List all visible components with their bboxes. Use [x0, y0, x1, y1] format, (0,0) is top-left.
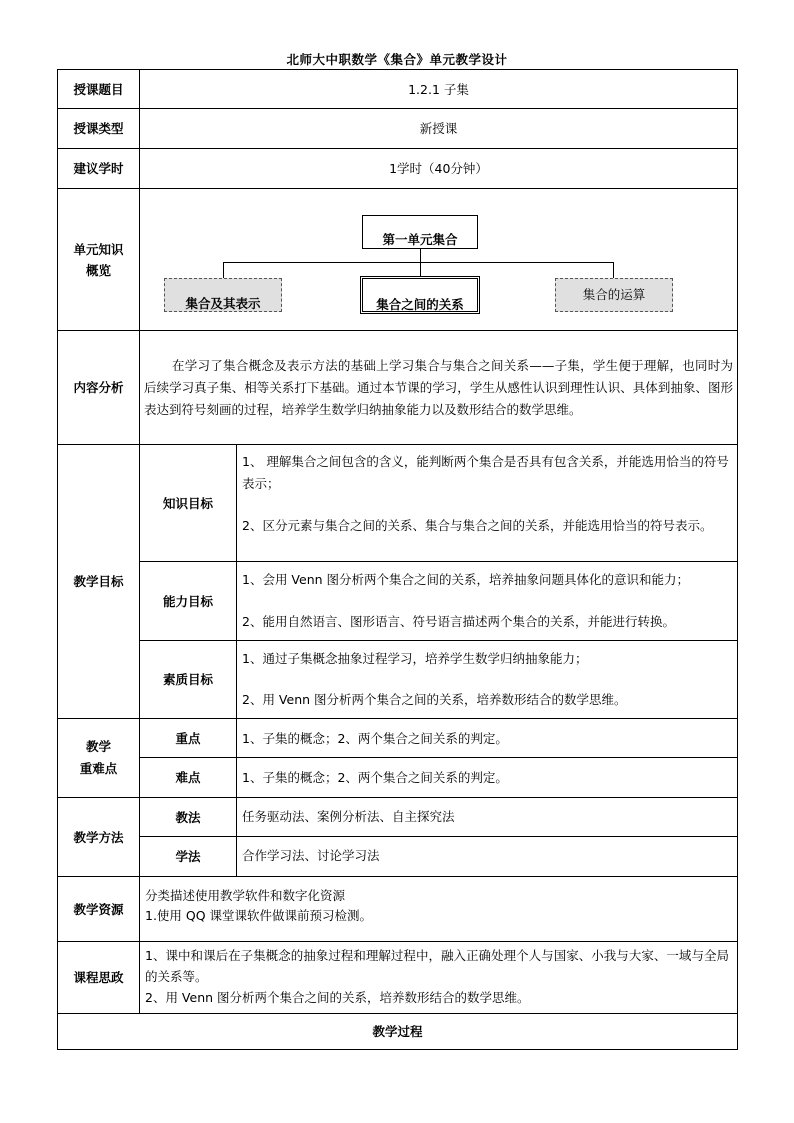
- ability-item-1: 1、会用 Venn 图分析两个集合之间的关系，培养抽象问题具体化的意识和能力；: [242, 572, 690, 587]
- difficulty-value: 1、子集的概念；2、两个集合之间关系的判定。: [242, 770, 508, 785]
- hours-label: 建议学时: [73, 161, 124, 176]
- knowledge-item-1: 1、 理解集合之间包含的含义，能判断两个集合是否具有包含关系，并能选用恰当的符号表示；: [242, 454, 729, 491]
- key-label-line2: 重难点: [79, 761, 118, 776]
- teach-label: 教法: [175, 809, 201, 825]
- diagram-child-2: 集合之间的关系: [360, 276, 480, 314]
- topic-label: 授课题目: [73, 81, 124, 97]
- learn-value: 合作学习法、讨论学习法: [242, 848, 380, 863]
- process-label: 教学过程: [372, 1024, 423, 1039]
- quality-item-1: 1、通过子集概念抽象过程学习，培养学生数学归纳抽象能力；: [242, 651, 588, 666]
- resources-line-2: 1.使用 QQ 课堂课软件做课前预习检测。: [145, 908, 373, 923]
- document-title: 北师大中职数学《集合》单元教学设计: [286, 52, 508, 67]
- topic-value: 1.2.1 子集: [408, 81, 469, 97]
- focus-label: 重点: [175, 730, 201, 746]
- hours-value: 1学时（40分钟）: [389, 161, 488, 176]
- type-label: 授课类型: [73, 121, 124, 136]
- learn-label: 学法: [175, 849, 201, 864]
- overview-label-line2: 概览: [85, 262, 111, 278]
- focus-value: 1、子集的概念；2、两个集合之间关系的判定。: [242, 731, 508, 746]
- ability-item-2: 2、能用自然语言、图形语言、符号语言描述两个集合的关系，并能进行转换。: [242, 614, 675, 629]
- diagram-child-1: 集合及其表示: [164, 278, 282, 312]
- diagram-child-3: 集合的运算: [555, 278, 673, 312]
- resources-label: 教学资源: [73, 901, 124, 917]
- key-label-line1: 教学: [85, 739, 111, 754]
- goals-label: 教学目标: [73, 574, 124, 589]
- overview-label-line1: 单元知识: [73, 241, 124, 257]
- ability-label: 能力目标: [162, 593, 213, 609]
- ideology-line-2: 2、用 Venn 图分析两个集合之间的关系，培养数形结合的数学思维。: [145, 990, 530, 1005]
- ideology-label: 课程思政: [73, 970, 124, 985]
- content-text: 在学习了集合概念及表示方法的基础上学习集合与集合之间关系——子集，学生便于理解，也同时为后续学习真子集、相等关系打下基础。通过本节课的学习，学生从感性认识到理性认识、具体到抽象、图形表达到符号刻画的过程，培养学生数学归纳抽象能力以及数形结合的数学思维。: [144, 358, 733, 417]
- difficulty-label: 难点: [175, 770, 201, 785]
- teach-value: 任务驱动法、案例分析法、自主探究法: [242, 809, 455, 824]
- knowledge-label: 知识目标: [162, 495, 213, 511]
- content-label: 内容分析: [73, 380, 124, 395]
- ideology-line-1: 1、课中和课后在子集概念的抽象过程和理解过程中，融入正确处理个人与国家、小我与大家、一域与全局的关系等。: [145, 948, 729, 984]
- key-label: [58, 719, 139, 797]
- diagram-root: 第一单元集合: [362, 215, 478, 249]
- quality-item-2: 2、用 Venn 图分析两个集合之间的关系，培养数形结合的数学思维。: [242, 692, 627, 707]
- knowledge-item-2: 2、区分元素与集合之间的关系、集合与集合之间的关系，并能选用恰当的符号表示。: [242, 518, 713, 533]
- quality-label: 素质目标: [162, 672, 213, 687]
- resources-line-1: 分类描述使用教学软件和数字化资源: [145, 888, 346, 903]
- type-value: 新授课: [419, 121, 458, 136]
- methods-label: 教学方法: [73, 829, 124, 845]
